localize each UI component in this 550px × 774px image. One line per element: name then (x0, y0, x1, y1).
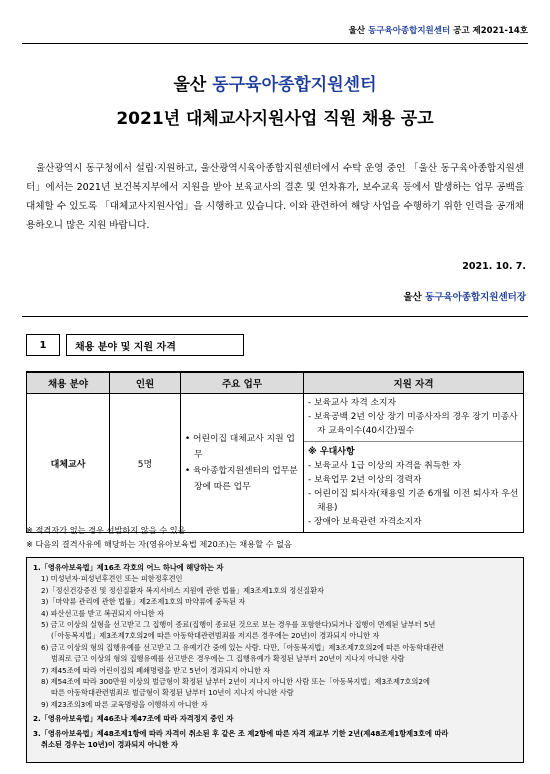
count-cell: 5명 (110, 394, 181, 533)
header-count: 인원 (110, 372, 181, 394)
header-rule (22, 43, 528, 44)
header-field: 채용 분야 (27, 372, 110, 394)
list-item: 7) 제45조에 따라 어린이집의 폐쇄명령을 받고 5년이 경과되지 아니한 자 (41, 665, 271, 675)
note-line: ※ 다음의 결격사유에 해당하는 자(영유아보육법 제20조)는 채용할 수 없음 (26, 539, 292, 549)
signer: 울산 동구육아종합지원센터장 (403, 292, 526, 303)
list-item: 범죄로 금고 이상의 형의 집행유예를 선고받은 경우에는 그 집행유예가 확정된 날부터 20년이 지나지 아니한 사람 (51, 654, 405, 664)
header-duties: 주요 업무 (181, 372, 304, 394)
list-item: - 보육교사 자격 소지자 (308, 398, 397, 408)
list-item: - 보육교사 1급 이상의 자격을 취득한 자 (308, 461, 462, 471)
list-item: 4) 파산선고를 받고 복권되지 아니한 자 (41, 608, 164, 618)
recruit-table (26, 371, 524, 533)
notice-number: 울산 동구육아종합지원센터 공고 제2021-14호 (348, 26, 528, 36)
field-cell: 대체교사 (27, 394, 110, 533)
box-heading-1: 1.「영유아보육법」제16조 각호의 어느 하나에 해당하는 자 (33, 563, 224, 572)
notes (26, 523, 292, 551)
qualification-cell (304, 394, 524, 533)
list-item: 따른 아동학대관련범죄로 벌금형이 확정된 날부터 10년이 지나지 아니한 사람 (51, 688, 294, 698)
list-item: 1) 미성년자·피성년후견인 또는 피한정후견인 (41, 574, 183, 584)
list-item: • 육아종합지원센터의 업무분장에 따른 업무 (185, 466, 298, 492)
notice-date: 2021. 10. 7. (462, 261, 526, 272)
list-item: - 장애아 보육관련 자격소지자 (308, 517, 422, 527)
list-item: - 보육업무 2년 이상의 경력자 (308, 475, 422, 485)
box-heading-2: 2.「영유아보육법」제46조나 제47조에 따라 자격정지 중인 자 (33, 714, 234, 724)
section-rule (22, 316, 528, 317)
basic-qualifications (304, 394, 523, 441)
page-title-org: 울산 동구육아종합지원센터 (173, 75, 377, 95)
header-qualification: 지원 자격 (304, 372, 524, 394)
list-item: 3)「마약류 관리에 관한 법률」제2조제1호의 마약류에 중독된 자 (41, 597, 246, 607)
duties-cell (181, 394, 304, 533)
list-item: • 어린이집 대체교사 지원 업무 (185, 434, 295, 460)
section-number: 1 (26, 334, 60, 356)
preferred-title: ※ 우대사항 (308, 447, 355, 457)
list-item: 5) 금고 이상의 실형을 선고받고 그 집행이 종료(집행이 종료된 것으로 보는 경우를 포함한다)되거나 집행이 면제된 날부터 5년 (41, 620, 436, 630)
list-item: 9) 제23조의3에 따른 교육명령을 이행하지 아니한 자 (41, 699, 208, 709)
list-item: - 보육공백 2년 이상 장기 미종사자의 경우 장기 미종사자 교육이수(40시간)필수 (308, 412, 518, 436)
section-title: 채용 분야 및 지원 자격 (66, 334, 244, 356)
list-item: 6) 금고 이상의 형의 집행유예를 선고받고 그 유예기간 중에 있는 사람. 다만,「아동복지법」제3조제7호의2에 따른 아동학대관련 (41, 642, 445, 652)
page-title: 2021년 대체교사지원사업 직원 채용 공고 (116, 109, 434, 129)
list-item: 8) 제54조에 따라 300만원 이상의 벌금형이 확정된 날부터 2년이 지나지 아니한 사람 또는「아동복지법」제3조제7호의2에 (41, 677, 430, 687)
intro-paragraph: 울산광역시 동구청에서 설립·지원하고, 울산광역시육아종합지원센터에서 수탁 운영 중인 「울산 동구육아종합지원센터」에서는 2021년 보건복지부에서 지원을 받아 보육교사의 결혼 및 연차휴가, 보수교육 등에서 발생하는 업무 공백을 대체할 수 있도록 「대체교사지원사업」을 시행하고 있습니다. 이와 관련하여 해당 사업을 수행하기 위한 인력을 공개채용하오니 많은 지원 바랍니다. (26, 163, 524, 231)
note-line: ※ 적격자가 없는 경우 선발하지 않을 수 있음 (26, 525, 186, 535)
box-heading-3-cont: 취소된 경우는 10년)이 경과되지 아니한 자 (41, 740, 178, 750)
box-heading-3: 3.「영유아보육법」제48조제1항에 따라 자격이 취소된 후 같은 조 제2항에 따른 자격 재교부 기한 2년(제48조제1항제3호에 따라 (33, 728, 449, 738)
list-item: (「아동복지법」제3조제7호의2에 따른 아동학대관련범죄를 저지른 경우에는 20년)이 경과되지 아니한 자 (51, 631, 380, 641)
disqualification-box (26, 557, 524, 763)
list-item: - 어린이집 퇴사자(채용일 기준 6개월 이전 퇴사자 우선 채용) (308, 489, 519, 513)
list-item: 2)「정신건강증진 및 정신질환자 복지서비스 지원에 관한 법률」제3조제1호의 정신질환자 (41, 585, 324, 595)
preferred-qualifications (304, 441, 523, 532)
